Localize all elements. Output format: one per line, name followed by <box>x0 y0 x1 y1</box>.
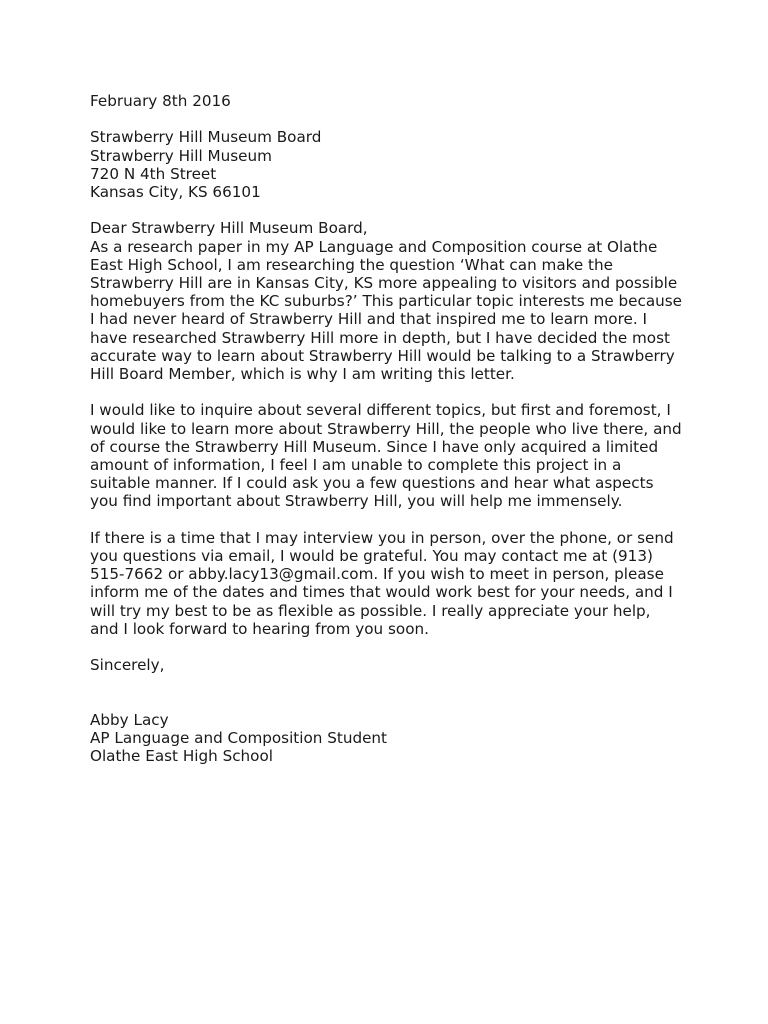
paragraph-line: amount of information, I feel I am unable to complete this project in a <box>90 456 622 475</box>
paragraph-line: Strawberry Hill are in Kansas City, KS more appealing to visitors and possible <box>90 274 678 292</box>
paragraph-line: you questions via email, I would be grateful. You may contact me at (913) <box>90 547 653 566</box>
recipient-address <box>90 128 690 201</box>
recipient-line: Strawberry Hill Museum <box>90 146 272 165</box>
spacer <box>90 638 690 656</box>
paragraph-line: homebuyers from the KC suburbs?’ This particular topic interests me because <box>90 292 683 311</box>
closing-line: Sincerely, <box>90 656 165 675</box>
recipient-line: Strawberry Hill Museum Board <box>90 128 322 147</box>
signature-title: AP Language and Composition Student <box>90 729 388 748</box>
paragraph-line: of course the Strawberry Hill Museum. Since I have only acquired a limited <box>90 437 659 456</box>
closing <box>90 656 690 674</box>
salutation-line: Dear Strawberry Hill Museum Board, <box>90 219 368 238</box>
signature-name: Abby Lacy <box>90 710 169 729</box>
signature-space <box>90 674 690 710</box>
paragraph-line: As a research paper in my AP Language and Composition course at Olathe <box>90 237 658 256</box>
spacer <box>90 383 690 401</box>
paragraph-line: suitable manner. If I could ask you a few questions and hear what aspects <box>90 474 654 493</box>
paragraph-line: you find important about Strawberry Hill, you will help me immensely. <box>90 492 623 511</box>
salutation <box>90 219 690 237</box>
paragraph-line: would like to learn more about Strawberry Hill, the people who live there, and <box>90 419 682 438</box>
recipient-line: 720 N 4th Street <box>90 164 217 183</box>
paragraph-line: 515-7662 or abby.lacy13@gmail.com. If you wish to meet in person, please <box>90 565 664 584</box>
date-line: February 8th 2016 <box>90 92 231 110</box>
paragraph-line: accurate way to learn about Strawberry Hill would be talking to a Strawberry <box>90 346 675 365</box>
paragraph-line: will try my best to be as flexible as possible. I really appreciate your help, <box>90 601 651 620</box>
paragraph-line: East High School, I am researching the question ‘What can make the <box>90 255 613 274</box>
spacer <box>90 201 690 219</box>
paragraph-line: If there is a time that I may interview you in person, over the phone, or send <box>90 528 674 547</box>
letter-date <box>90 92 690 110</box>
body-paragraph-2 <box>90 401 690 510</box>
letter-page <box>90 92 690 765</box>
signature-block <box>90 711 690 766</box>
spacer <box>90 511 690 529</box>
recipient-line: Kansas City, KS 66101 <box>90 183 261 201</box>
paragraph-line: and I look forward to hearing from you soon. <box>90 619 429 638</box>
paragraph-line: Hill Board Member, which is why I am writing this letter. <box>90 365 515 384</box>
body-paragraph-3 <box>90 529 690 638</box>
paragraph-line: I would like to inquire about several different topics, but first and foremost, I <box>90 401 671 420</box>
paragraph-line: have researched Strawberry Hill more in depth, but I have decided the most <box>90 328 670 347</box>
signature-school: Olathe East High School <box>90 747 273 766</box>
body-paragraph-1 <box>90 238 690 384</box>
spacer <box>90 110 690 128</box>
paragraph-line: inform me of the dates and times that would work best for your needs, and I <box>90 583 673 602</box>
paragraph-line: I had never heard of Strawberry Hill and that inspired me to learn more. I <box>90 310 647 329</box>
